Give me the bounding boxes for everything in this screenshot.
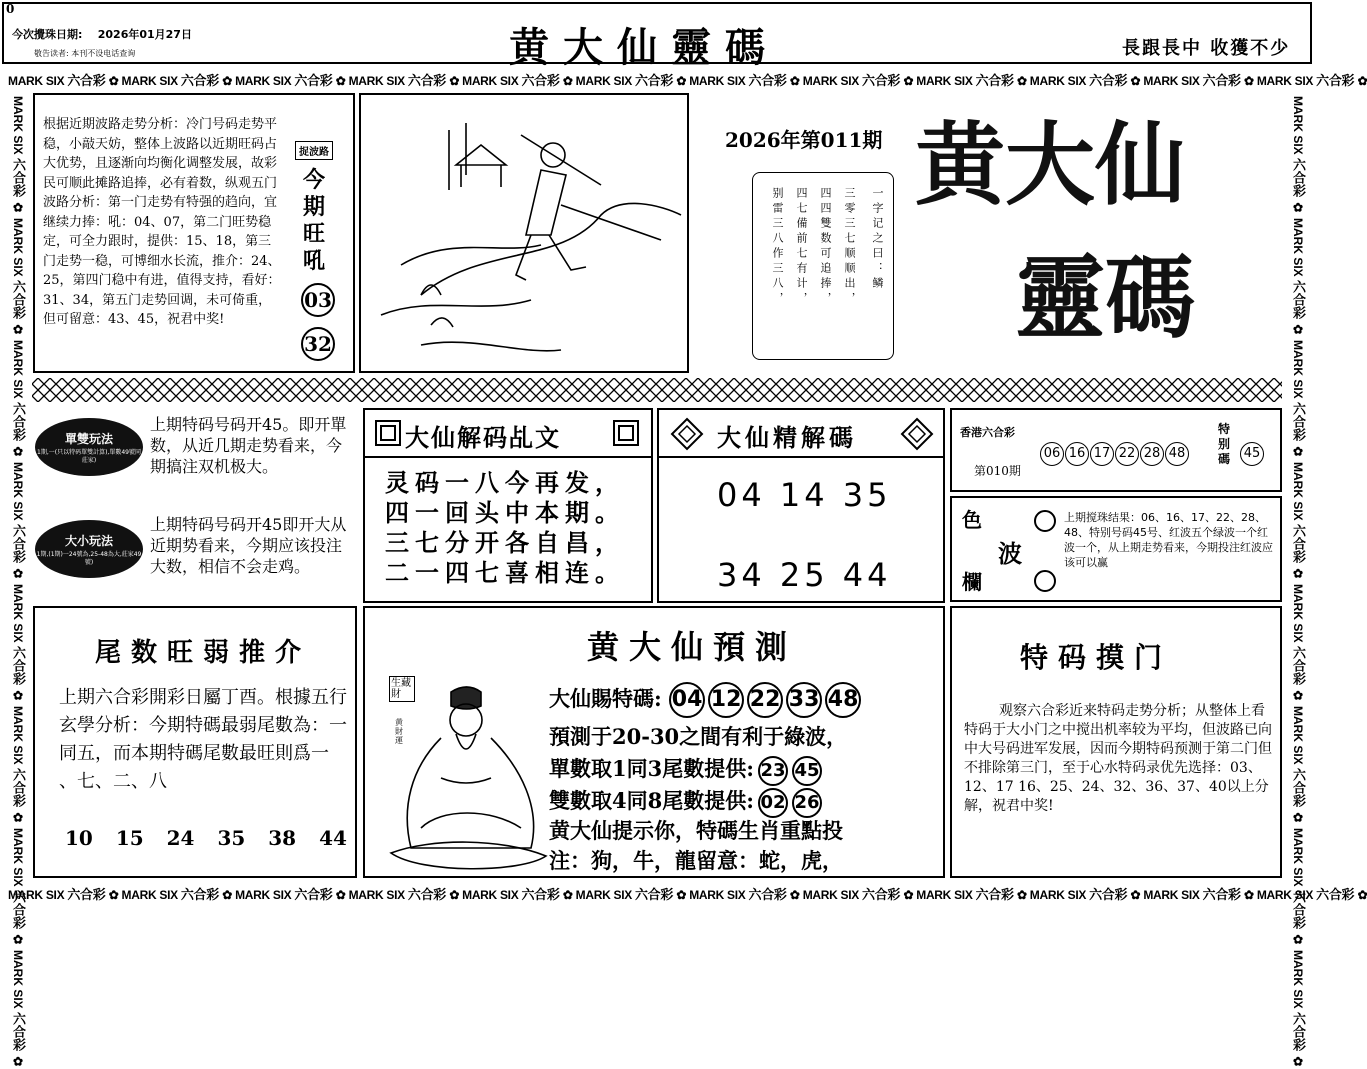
ticker-unit [1257,888,1367,902]
ticker-cn: 六合彩 [975,887,1017,902]
ticker-unit [1291,340,1305,462]
ticker-en: MARK SIX [916,888,976,902]
riddle-panel [363,408,653,603]
ticker-en: MARK SIX [916,74,976,88]
ticker-cn: 六合彩 [1202,887,1245,902]
ticker-en: MARK SIX [11,827,25,890]
ticker-cn: 六合彩 [1291,158,1306,201]
cw-char: 欄 [962,570,982,594]
ticker-en: MARK SIX [348,74,408,88]
ticker-cn: 六合彩 [294,73,336,88]
ticker-en: MARK SIX [11,461,25,524]
flower-icon: ✿ [1244,888,1257,902]
hot-label: 今 期 旺 吼 [303,167,326,274]
ticker-right [1290,96,1308,1069]
flower-icon: ✿ [903,74,917,88]
flower-icon: ✿ [449,888,463,902]
prediction-panel [363,606,945,878]
ticker-unit [689,74,803,88]
ticker-cn: 六合彩 [1291,523,1306,567]
wave-tag: 捉波路 [295,141,333,160]
flower-icon: ✿ [1291,932,1305,950]
ticker-en: MARK SIX [1291,827,1305,890]
period-number: 2026年第011期 [725,128,883,152]
flower-icon: ✿ [1291,322,1305,340]
flower-icon: ✿ [11,932,25,950]
ticker-en: MARK SIX [1256,888,1317,902]
ticker-unit [916,74,1030,88]
ticker-cn: 六合彩 [11,401,26,445]
ticker-unit [11,950,25,1069]
ticker-unit [1291,584,1305,706]
precise-row-1: 04 14 35 [717,476,892,514]
ticker-cn: 六合彩 [1291,645,1306,689]
flower-icon: ✿ [1291,1054,1305,1069]
hk-balls [1040,442,1190,466]
ticker-cn: 六合彩 [11,645,26,689]
ticker-bottom [8,884,1367,902]
tail-numbers: 10 15 24 35 38 44 [65,826,347,850]
ticker-en: MARK SIX [11,949,25,1012]
ticker-unit [1291,462,1305,584]
flower-icon: ✿ [1291,566,1305,584]
scroll-line: 别雷三八作三八， [771,187,784,307]
odd-even-text: 上期特码号码开45。即开單数，从近几期走势看来，今期搞注双机极大。 [150,415,347,476]
ticker-en: MARK SIX [11,705,25,768]
flower-icon: ✿ [676,888,690,902]
ticker-cn: 六合彩 [11,523,26,567]
ticker-cn: 六合彩 [521,73,563,88]
ticker-en: MARK SIX [575,888,635,902]
special-label: 特别碼 [1218,422,1231,466]
ticker-unit [1291,828,1305,950]
ticker-cn: 六合彩 [1202,73,1245,88]
color-wave-text: 上期搅珠结果：06、16、17、22、28、48、特别号码45号、红波五个绿波一个红波一个，从上期走势看来，今期投注红波应该可以赢 [1064,511,1273,569]
flower-icon: ✿ [1291,200,1305,218]
flower-icon: ✿ [222,888,236,902]
ticker-en: MARK SIX [1143,888,1203,902]
ticker-en: MARK SIX [1291,583,1305,646]
precise-row-2: 34 25 44 [717,556,892,594]
precise-code-panel [657,408,945,603]
draw-date: 今次攪珠日期: 2026年01月27日 [12,28,192,41]
ticker-en: MARK SIX [348,888,408,902]
flower-icon: ✿ [562,74,576,88]
ticker-en: MARK SIX [235,74,295,88]
ticker-unit [11,828,25,950]
ticker-en: MARK SIX [1256,74,1317,88]
flower-icon: ✿ [11,566,25,584]
ticker-en: MARK SIX [689,74,749,88]
square-icon [375,420,401,446]
scroll-line: 一字记之曰：鳞 [871,187,884,292]
ticker-unit [8,74,122,88]
special-ball: 48 [825,682,861,718]
ticker-cn: 六合彩 [1291,401,1306,445]
ticker-unit [349,888,463,902]
ticker-en: MARK SIX [1029,888,1090,902]
ticker-unit [803,888,917,902]
odd-even-badge: 單雙玩法 1期,一(只以特码單雙計算),單數49號同莊家) [35,418,143,476]
ticker-en: MARK SIX [802,74,863,88]
riddle-lines: 灵码一八今再发， 四一回头中本期。 三七分开各自昌， 二一四七喜相连。 [385,468,625,587]
ticker-cn: 六合彩 [11,1011,26,1055]
precise-title: 大仙精解碼 [717,423,857,452]
ticker-unit [11,584,25,706]
ticker-cn: 六合彩 [1291,1011,1306,1055]
ticker-unit [462,888,576,902]
flower-icon: ✿ [1244,74,1257,88]
tail-text: 上期六合彩開彩日屬丁酉。根據五行玄學分析：今期特碼最弱尾數為：一同五，而本期特碼尾數最旺則爲一 、七、二、八 [59,687,347,792]
flower-icon: ✿ [1016,888,1030,902]
big-small-text: 上期特码号码开45即开大从近期势看来，今期应该投注大数，相信不会走鸡。 [150,515,347,576]
flower-icon: ✿ [1291,810,1305,828]
hot-number-1: 03 [301,283,335,317]
ticker-cn: 六合彩 [11,767,26,811]
special-door-title: 特码摸门 [1020,641,1173,674]
ticker-unit [1257,74,1367,88]
warrior-illustration [361,95,687,371]
ticker-cn: 六合彩 [11,280,26,323]
ticker-en: MARK SIX [11,583,25,646]
ticker-cn: 六合彩 [1291,280,1306,323]
ticker-unit [11,218,25,340]
ticker-en: MARK SIX [121,888,181,902]
flower-icon: ✿ [789,888,803,902]
ticker-en: MARK SIX [689,888,749,902]
ticker-en: MARK SIX [1143,74,1203,88]
special-ball: 04 [669,682,705,718]
wave-analysis-panel [33,93,355,373]
ticker-cn: 六合彩 [67,887,109,902]
ticker-unit [462,74,576,88]
ticker-cn: 六合彩 [407,73,450,88]
tail-number-panel [33,606,357,878]
ticker-unit [1291,96,1305,218]
ticker-unit [576,888,690,902]
result-ball: 28 [1140,442,1164,466]
scroll-line: 四四雙数可追捧， [819,187,832,307]
ticker-en: MARK SIX [1029,74,1090,88]
prediction-line-3: 雙數取4同8尾數提供: 02 26 [549,786,822,818]
prediction-title: 黄大仙預測 [587,628,798,666]
special-ball: 33 [786,682,822,718]
stamp: 生藏財 [389,676,415,702]
ticker-unit [803,74,917,88]
ticker-en: MARK SIX [11,96,25,159]
big-title-line2: 靈碼 [1015,245,1195,351]
flower-icon: ✿ [11,200,25,218]
ticker-cn: 六合彩 [748,887,790,902]
ticker-en: MARK SIX [8,74,68,88]
slogan: 長跟長中 收獲不少 [1122,38,1291,59]
ticker-unit [1143,74,1257,88]
ticker-en: MARK SIX [1291,217,1305,280]
special-code-line: 大仙賜特碼: 04 12 22 33 48 [549,682,864,718]
big-title-line1: 黄大仙 [915,112,1185,218]
prediction-line-4: 黄大仙提示你，特碼生肖重點投 [549,818,843,843]
ticker-unit [11,462,25,584]
hk-label: 香港六合彩 [960,426,1015,439]
prediction-line-1: 預測于20-30之間有利于綠波， [549,724,848,749]
scroll-line: 四七備前七有计， [795,187,808,307]
ticker-unit [1030,888,1144,902]
ticker-unit [11,96,25,218]
ticker-cn: 六合彩 [862,887,904,902]
ticker-unit [689,888,803,902]
result-ball: 22 [1115,442,1139,466]
corner-mark: 0 [6,2,15,16]
ticker-unit [1030,74,1144,88]
hk-period: 第010期 [974,464,1021,478]
riddle-title: 大仙解码乩文 [405,423,561,452]
ticker-cn: 六合彩 [862,73,904,88]
ticker-en: MARK SIX [235,888,295,902]
ticker-cn: 六合彩 [634,887,677,902]
diamond-icon [901,418,933,450]
ticker-unit [1143,888,1257,902]
ticker-en: MARK SIX [1291,949,1305,1012]
ticker-en: MARK SIX [1291,461,1305,524]
ticker-cn: 六合彩 [407,887,450,902]
special-ball: 12 [708,682,744,718]
ticker-cn: 六合彩 [1316,887,1358,902]
ticker-en: MARK SIX [121,74,181,88]
diamond-icon [671,418,703,450]
flower-icon: ✿ [11,322,25,340]
ticker-cn: 六合彩 [67,73,109,88]
circle-icon [1034,510,1056,532]
flower-icon: ✿ [108,74,122,88]
cw-char: 色 [962,508,982,532]
ticker-cn: 六合彩 [634,73,677,88]
result-ball: 16 [1065,442,1089,466]
ticker-cn: 六合彩 [1316,73,1358,88]
flower-icon: ✿ [1130,74,1144,88]
flower-icon: ✿ [11,444,25,462]
flower-icon: ✿ [335,74,349,88]
ticker-unit [349,74,463,88]
ticker-unit [122,888,236,902]
flower-icon: ✿ [1130,888,1144,902]
ticker-unit [1291,950,1305,1069]
big-small-badge: 大小玩法 1期,(1期)一24號為,25-48為大,莊家49號) [35,520,143,578]
ticker-cn: 六合彩 [294,887,336,902]
flower-icon: ✿ [449,74,463,88]
ticker-en: MARK SIX [1291,339,1305,402]
ticker-cn: 六合彩 [1089,73,1131,88]
flower-icon: ✿ [335,888,349,902]
ticker-en: MARK SIX [11,217,25,280]
special-ball: 45 [1240,442,1265,466]
ticker-cn: 六合彩 [1089,887,1131,902]
ticker-en: MARK SIX [575,74,635,88]
flower-icon: ✿ [11,1054,25,1069]
ticker-cn: 六合彩 [180,887,223,902]
flower-icon: ✿ [1291,444,1305,462]
ticker-en: MARK SIX [802,888,863,902]
flower-icon: ✿ [903,888,917,902]
result-ball: 48 [1165,442,1189,466]
flower-icon: ✿ [1291,688,1305,706]
ticker-unit [1291,218,1305,340]
ticker-unit [122,74,236,88]
special-door-text: 观察六合彩近来特码走势分析；从整体上看特码于大小门之中搅出机率较为平均，但波路已向中大号码进军发展，因而今期特码预测于第二门但不排除第三门，至于心水特码录优先选择：03、12、17 16、25、24、32、36、37、40以上分解，祝君中奖! [964,703,1272,814]
hk-results-panel [950,408,1282,492]
circle-icon [1034,570,1056,592]
ticker-unit [576,74,690,88]
hot-number-2: 32 [301,327,335,361]
ticker-cn: 六合彩 [11,158,26,201]
ticker-cn: 六合彩 [1291,767,1306,811]
flower-icon: ✿ [1357,888,1367,902]
flower-icon: ✿ [676,74,690,88]
stamp-2: 黄財運 [395,718,403,745]
tail-title: 尾数旺弱推介 [95,638,312,668]
wave-analysis-text: 根据近期波路走势分析：冷门号码走势平稳，小敲天妨，整体上波路以近期旺码占大优势，且逐渐向均衡化调整发展，故彩民可顺此摊路追捧，必有着数，纵观五门波路分析：第一门走势有特强的趋向，宜继续力捧：吼：04、07，第二门旺势稳定，可全力跟时，提供：15、18，第三门走势一稳，可博细水长流，推介：24、25，第四门稳中有进，值得支持，看好：31、34，第五门走势回调，未可倚重，但可留意：43、45，祝君中奖! [43,117,281,327]
color-wave-panel [950,496,1282,602]
ticker-en: MARK SIX [11,339,25,402]
ticker-unit [235,888,349,902]
ticker-cn: 六合彩 [1291,889,1306,933]
ticker-unit [1291,706,1305,828]
flower-icon: ✿ [562,888,576,902]
illustration-panel [359,93,689,373]
ticker-unit [11,340,25,462]
flower-icon: ✿ [11,810,25,828]
ticker-cn: 六合彩 [180,73,223,88]
sage-illustration [381,678,551,876]
ticker-top [8,70,1367,88]
ticker-unit [11,706,25,828]
result-ball: 06 [1040,442,1064,466]
ticker-cn: 六合彩 [748,73,790,88]
flower-icon: ✿ [108,888,122,902]
prediction-line-2: 單數取1同3尾數提供: 23 45 [549,754,822,786]
ticker-en: MARK SIX [8,888,68,902]
ticker-en: MARK SIX [1291,96,1305,159]
special-door-panel [950,606,1282,878]
scroll-line: 三零三七顺顺出， [843,187,856,307]
header-bar [2,2,1312,71]
flower-icon: ✿ [11,688,25,706]
ticker-cn: 六合彩 [975,73,1017,88]
cw-char: 波 [998,539,1022,568]
ticker-left [10,96,28,1069]
ticker-cn: 六合彩 [11,889,26,933]
flower-icon: ✿ [1016,74,1030,88]
notice-text: 敬告读者: 本刊不设电话查询 [34,49,136,58]
masthead-title: 黄大仙靈碼 [509,24,779,71]
scroll-poem [752,172,894,360]
flower-icon: ✿ [1357,74,1367,88]
square-icon [613,420,639,446]
ticker-en: MARK SIX [462,888,522,902]
ticker-unit [916,888,1030,902]
flower-icon: ✿ [789,74,803,88]
ticker-unit [235,74,349,88]
ticker-en: MARK SIX [462,74,522,88]
diamond-divider [32,378,1282,402]
prediction-line-5: 注：狗，牛，龍留意：蛇，虎， [549,848,843,873]
ticker-en: MARK SIX [1291,705,1305,768]
special-ball: 22 [747,682,783,718]
flower-icon: ✿ [222,74,236,88]
result-ball: 17 [1090,442,1114,466]
ticker-cn: 六合彩 [521,887,563,902]
